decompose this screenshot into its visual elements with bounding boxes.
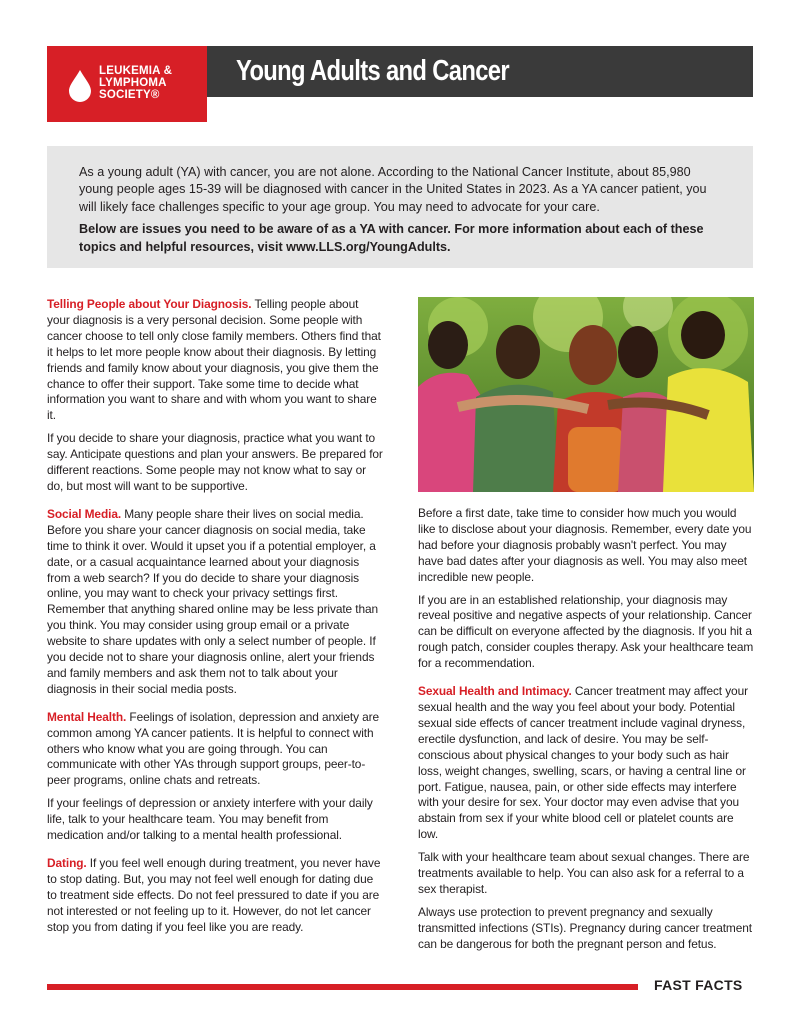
social-section [47,507,383,698]
logo-line-1: LEUKEMIA & [99,65,173,77]
right-column [418,506,754,960]
sexual-section [418,684,754,843]
group-hug-illustration [418,297,754,492]
left-column [47,297,383,943]
sexual-text-3: Always use protection to prevent pregnancy and sexually transmitted infections (STIs). Pregnancy during cancer treatment can be dangerous for both the pregnant person and fetus. [418,904,752,951]
mental-text: Feelings of isolation, depression and anxiety are common among YA cancer patients. It is helpful to connect with others who know what you are going through. You can communicate with other YAs through support groups, peer-to-peer programs, online chats and retreats. [47,709,380,788]
dating-section [47,856,383,936]
sexual-text: Cancer treatment may affect your sexual health and the way you feel about your body. Potential sexual side effects of cancer treatment include vaginal dryness, erectile dysfunction, and lack of desire. You may be self-conscious about physical changes to your body such as hair loss, weight changes, swelling, scars, or having a central line or port. Fatigue, nausea, pain, or other side effects may interfere with your desire for sex. Your doctor may even advise that you abstain from sex if your white blood cell or platelet counts are low. [418,684,748,842]
blood-drop-icon [69,70,91,102]
intro-bold-paragraph: Below are issues you need to be aware of as a YA with cancer. For more information about each of these topics and helpful resources, visit www.LLS.org/YoungAdults. [79,222,704,254]
fast-facts-label: FAST FACTS [654,977,743,993]
intro-paragraph: As a young adult (YA) with cancer, you are not alone. According to the National Cancer Institute, about 85,980 young people ages 15-39 will be diagnosed with cancer in the United States in 2023. As a YA cancer patient, you will likely face challenges specific to your age group. You may need to advocate for your care. [79,165,707,214]
telling-heading: Telling People about Your Diagnosis. [47,297,252,311]
dating-text-3: Before a first date, take time to consider how much you would like to disclose about your diagnosis. Remember, every date you had before your diagnosis probably wasn't perfect. You may have bad dates after your diagnosis as well. You may also meet incredible new people. [418,506,752,584]
dating-heading: Dating. [47,856,87,870]
young-adults-group-photo [418,297,754,492]
sexual-text-2: Talk with your healthcare team about sexual changes. There are treatments available to help. You can also ask for a referral to a sex therapist. [418,850,750,896]
telling-text: Telling people about your diagnosis is a very personal decision. Some people with cancer choose to tell only close family members. Others find that it helps to let more people know about their diagnosis. By letting friends and family know about your diagnosis, you give them the chance to offer their support. Take some time to decide what information you want to share and with whom you want to share it. [47,297,381,423]
social-heading: Social Media. [47,506,122,521]
mental-text-2: If your feelings of depression or anxiety interfere with your daily life, talk to your healthcare team. You may benefit from medication and/or talking to a mental health professional. [47,796,373,843]
dating-text: If you feel well enough during treatment, you never have to stop dating. But, you may not feel well enough for dating due to treatment side effects. Do not feel pressured to date if you are not interested or not feeling up to it. However, do not let cancer stop you from dating if you feel like you are ready. [47,856,381,934]
dating-text-4: If you are in an established relationship, your diagnosis may reveal positive and negative aspects of your relationship. Cancer can be difficult on everyone affected by the diagnosis. If you hit a rough patch, consider couples therapy. Ask your healthcare team for a recommendation. [418,592,754,671]
social-text: Many people share their lives on social media. Before you share your cancer diagnosis on social media, take time to think it over. Would it upset you if a potential employer, a date, or a casual acquaintance learned about your diagnosis from a web search? If you do decide to share your diagnosis online, you may want to check your privacy settings first. Remember that anything shared online may be less private than you think. You may consider using group email or a private website to share updates with only a select number of people. If you decide not to share your diagnosis online, alert your friends and family members and ask them not to talk about your diagnosis in their social media posts. [47,506,378,696]
page-title: Young Adults and Cancer [236,55,509,87]
logo-line-3: SOCIETY® [99,89,160,101]
lls-logo [47,46,207,122]
logo-wordmark [99,65,172,101]
sexual-heading: Sexual Health and Intimacy. [418,684,572,699]
title-bar [207,46,753,97]
intro-box [47,146,753,268]
telling-text-2: If you decide to share your diagnosis, practice what you want to say. Anticipate questions and plan your answers. Be prepared for different reactions. Some people may not know what to say or do, but most will want to be supportive. [47,431,383,493]
footer-rule [47,984,638,990]
mental-heading: Mental Health. [47,709,127,724]
telling-section [47,297,383,424]
logo-line-2: LYMPHOMA [99,77,167,89]
mental-section [47,710,383,790]
